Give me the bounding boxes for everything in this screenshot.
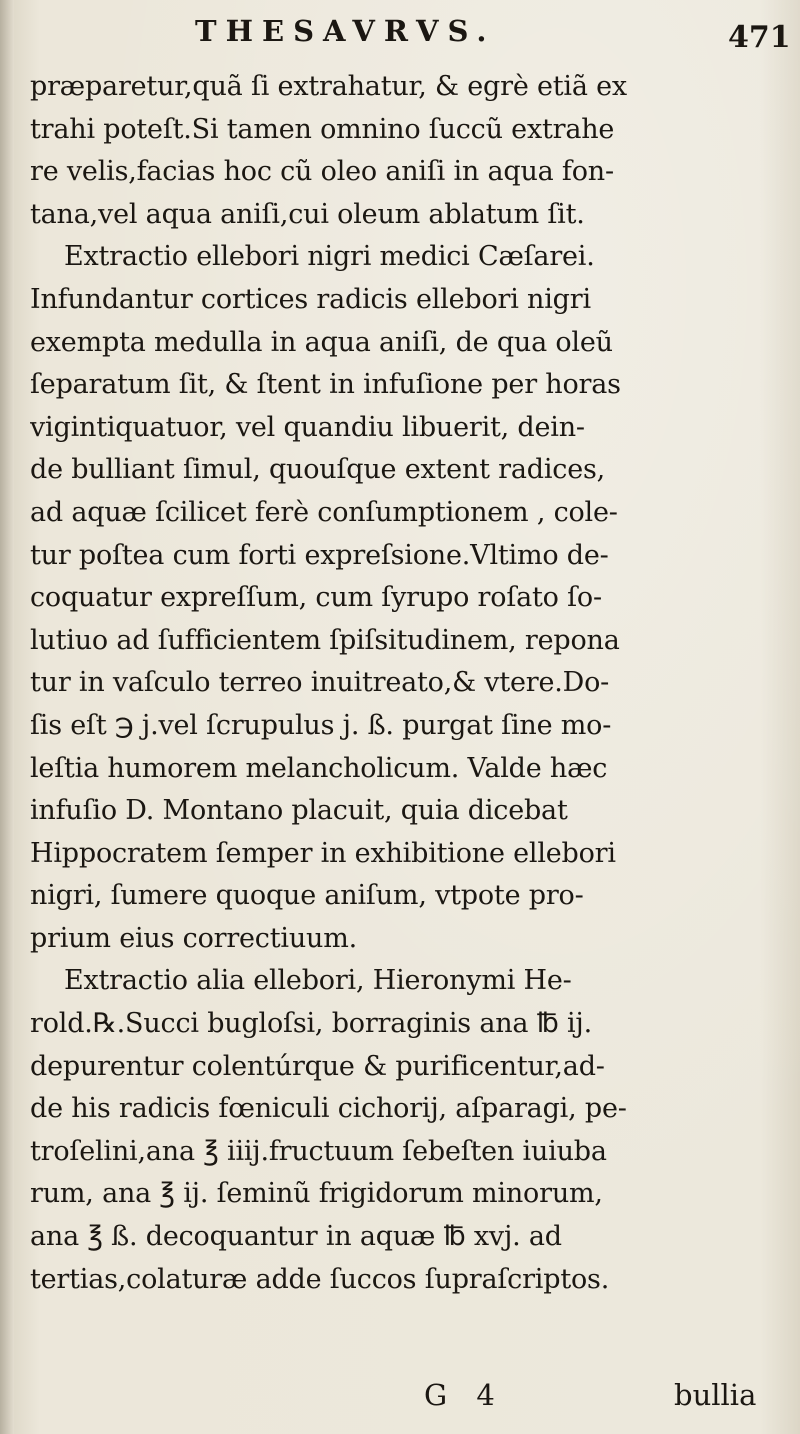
text-line: prium eius correctiuum. — [30, 922, 357, 954]
running-title: THESAVRVS. — [195, 14, 496, 48]
text-line: ana ℥ ß. decoquantur in aquæ ℔ xvj. ad — [30, 1221, 562, 1253]
text-line: de bulliant ſimul, quouſque extent radices, — [30, 454, 606, 486]
binding-gutter — [0, 0, 14, 1434]
text-line: ad aquæ ſcilicet ferè conſumptionem , cole- — [30, 496, 618, 528]
page-number: 471 — [728, 20, 791, 55]
text-line: præparetur,quã ſi extrahatur, & egrè etiã ex — [30, 71, 627, 102]
text-line: de his radicis fœniculi cichorij, aſparagi, pe- — [30, 1093, 627, 1125]
text-line: depurentur colentúrque & purificentur,ad- — [30, 1050, 605, 1082]
running-head — [0, 14, 800, 54]
text-line: Hippocratem ſemper in exhibitione ellebori — [30, 837, 616, 869]
body-text — [30, 66, 790, 1301]
text-line: re velis,facias hoc cũ oleo aniſi in aqua fon- — [30, 156, 614, 188]
text-line: infuſio D. Montano placuit, quia dicebat — [30, 795, 568, 827]
text-line: lutiuo ad ſufficientem ſpiſsitudinem, repona — [30, 624, 620, 656]
text-line: troſelini,ana ℥ iiij.fructuum ſebeſten iuiuba — [30, 1135, 607, 1167]
text-line: tur in vaſculo terreo inuitreato,& vtere.Do- — [30, 667, 610, 699]
text-line: Infundantur cortices radicis ellebori nigri — [30, 283, 591, 315]
text-line: rold.℞.Succi bugloſsi, borraginis ana ℔ ij. — [30, 1008, 592, 1040]
text-line: trahi poteſt.Si tamen omnino ſuccũ extrahe — [30, 113, 615, 145]
text-line: vigintiquatuor, vel quandiu libuerit, dein- — [30, 411, 585, 443]
text-line: tertias,colaturæ adde ſuccos ſupraſcriptos. — [30, 1263, 610, 1295]
text-line: coquatur expreſſum, cum ſyrupo roſato ſo- — [30, 582, 602, 614]
text-line: tana,vel aqua aniſi,cui oleum ablatum ſit. — [30, 198, 585, 230]
text-line: exempta medulla in aqua aniſi, de qua oleũ — [30, 326, 613, 358]
text-line: tur poſtea cum forti expreſsione.Vltimo de- — [30, 539, 609, 571]
catchword: bullia — [674, 1378, 757, 1412]
section-heading-line: Extractio ellebori nigri medici Cæſarei. — [64, 241, 595, 273]
text-line: leſtia humorem melancholicum. Valde hæc — [30, 752, 608, 784]
text-line: rum, ana ℥ ij. ſeminũ frigidorum minorum, — [30, 1178, 603, 1210]
signature-mark: G 4 — [424, 1378, 505, 1412]
section-heading-line: Extractio alia ellebori, Hieronymi He- — [64, 965, 572, 997]
text-line: ſis eſt ℈ j.vel ſcrupulus j. ß. purgat ſine mo- — [30, 709, 612, 741]
text-line: nigri, ſumere quoque aniſum, vtpote pro- — [30, 880, 584, 912]
text-line: ſeparatum ſit, & ſtent in infuſione per horas — [30, 369, 621, 401]
page-footer — [0, 1378, 800, 1418]
